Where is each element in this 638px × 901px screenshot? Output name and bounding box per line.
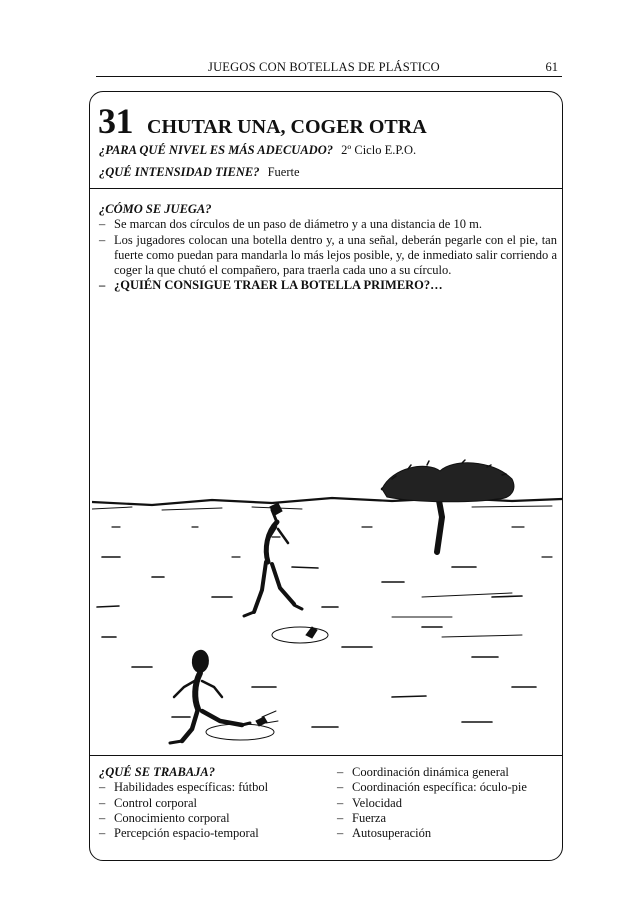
how-to-play-steps xyxy=(99,217,557,293)
game-number: 31 xyxy=(98,101,133,141)
skills-list-right xyxy=(337,765,557,841)
game-title: CHUTAR UNA, COGER OTRA xyxy=(147,116,427,138)
how-to-play-section xyxy=(99,202,557,294)
closing-question: – ¿QUIÉN CONSIGUE TRAER LA BOTELLA PRIMERO?… xyxy=(99,278,557,293)
level-question: ¿PARA QUÉ NIVEL ES MÁS ADECUADO? xyxy=(99,143,333,157)
list-item: – Fuerza xyxy=(337,811,557,826)
level-answer: 2º Ciclo E.P.O. xyxy=(341,143,417,157)
section-divider xyxy=(90,188,562,189)
list-item: – Se marcan dos círculos de un paso de diámetro y a una distancia de 10 m. xyxy=(99,217,557,232)
skills-list-left xyxy=(99,780,329,841)
level-line xyxy=(99,143,416,158)
intensity-answer: Fuerte xyxy=(267,165,300,179)
two-players-kicking-bottles-field-drawing-icon xyxy=(92,367,562,747)
running-title: JUEGOS CON BOTELLAS DE PLÁSTICO xyxy=(208,60,440,74)
intensity-line xyxy=(99,165,300,180)
list-item: – Velocidad xyxy=(337,796,557,811)
how-to-play-question: ¿CÓMO SE JUEGA? xyxy=(99,202,212,216)
skills-left-column xyxy=(99,765,329,841)
what-it-works-question: ¿QUÉ SE TRABAJA? xyxy=(99,765,216,779)
intensity-question: ¿QUÉ INTENSIDAD TIENE? xyxy=(99,165,260,179)
list-item: – Coordinación específica: óculo-pie xyxy=(337,780,557,795)
list-item: – Coordinación dinámica general xyxy=(337,765,557,780)
list-item: – Percepción espacio-temporal xyxy=(99,826,329,841)
list-item: – Los jugadores colocan una botella dentro y, a una señal, deberán pegarle con el pie, tan fuerte como puedan para mandarla lo más lejos posible, y, de inmediato salir corriendo a coger la que chutó el compañero, para traerla cada uno a su círculo. xyxy=(99,233,557,279)
game-heading xyxy=(98,100,427,142)
header-rule xyxy=(96,76,562,77)
page-number: 61 xyxy=(545,60,558,74)
list-item: – Control corporal xyxy=(99,796,329,811)
skills-right-column xyxy=(337,765,557,841)
list-item: – Autosuperación xyxy=(337,826,557,841)
list-item: – Conocimiento corporal xyxy=(99,811,329,826)
list-item: – Habilidades específicas: fútbol xyxy=(99,780,329,795)
running-head xyxy=(96,60,562,78)
game-card xyxy=(89,91,563,861)
section-divider xyxy=(90,755,562,756)
